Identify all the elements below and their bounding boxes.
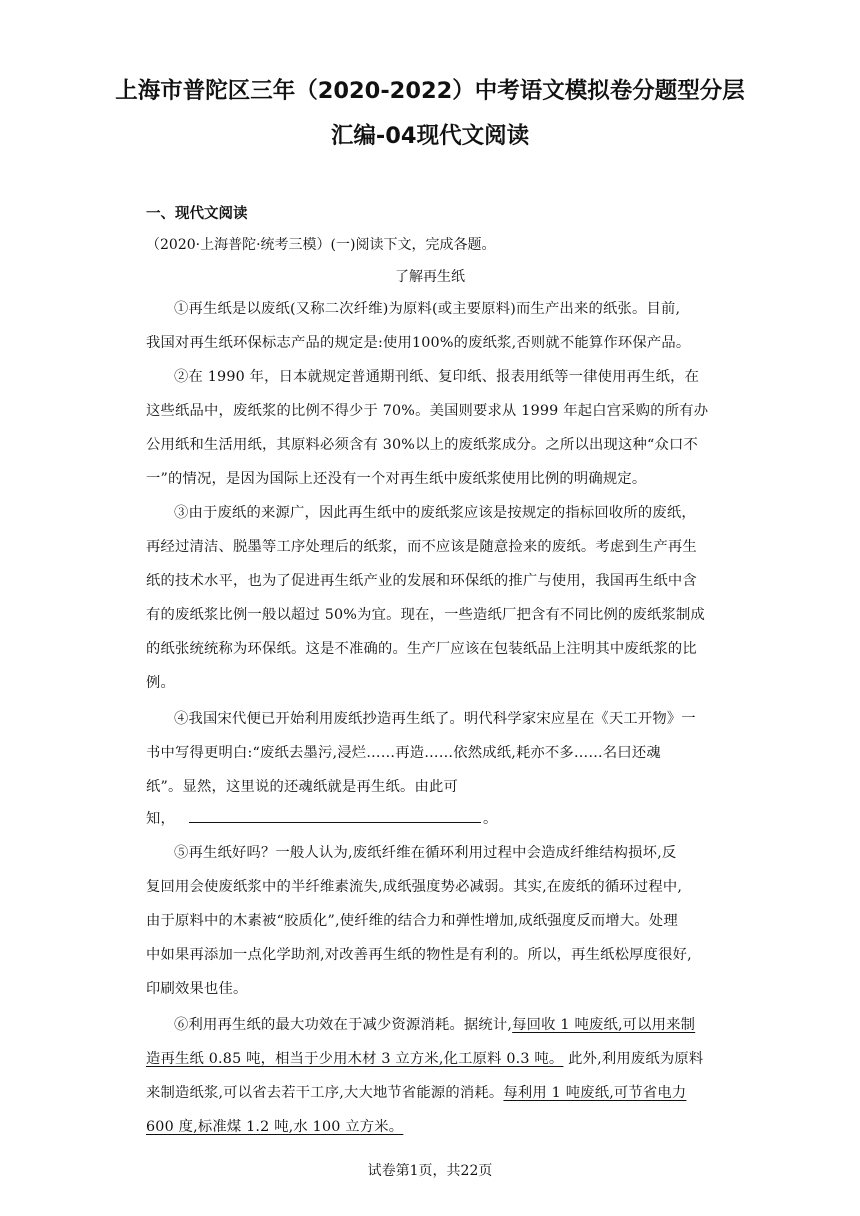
fill-in-blank-line [146,808,498,828]
underlined-text: 每回收 1 吨废纸,可以用来制 [512,1017,696,1033]
paragraph-2-line: ②在 1990 年，日本就规定普通期刊纸、复印纸、报表用纸等一律使用再生纸，在 [174,369,700,385]
document-title-line-2: 汇编-04现代文阅读 [330,123,530,149]
paragraph-6-line [146,1048,703,1068]
paragraph-5-line: 印刷效果也佳。 [146,981,248,997]
paragraph-3-line: 例。 [146,675,175,691]
section-heading: 一、现代文阅读 [146,206,248,222]
paragraph-3-line: 纸的技术水平，也为了促进再生纸产业的发展和环保纸的推广与使用，我国再生纸中含 [146,573,697,589]
paragraph-6-line [146,1116,403,1136]
paragraph-4-line: 书中写得更明白:“废纸去墨污,浸烂……再造……依然成纸,耗亦不多……名曰还魂 [146,745,661,761]
paragraph-5-line: 复回用会使废纸浆中的半纤维素流失,成纸强度势必减弱。其实,在废纸的循环过程中, [146,879,683,895]
paragraph-4-line: ④我国宋代便已开始利用废纸抄造再生纸了。明代科学家宋应星在《天工开物》一 [174,711,696,727]
paragraph-2-line: 公用纸和生活用纸，其原料必须含有 30%以上的废纸浆成分。之所以出现这种“众口不 [146,437,699,453]
answer-blank[interactable] [189,808,481,823]
question-source: （2020·上海普陀·统考三模）(一)阅读下文，完成各题。 [146,237,496,253]
underlined-text: 每利用 1 吨废纸,可节省电力 [503,1085,687,1101]
article-title: 了解再生纸 [395,269,465,285]
blank-suffix: 。 [483,811,498,827]
paragraph-1-line: 我国对再生纸环保标志产品的规定是:使用100%的废纸浆,否则就不能算作环保产品。 [146,335,691,351]
paragraph-3-line: 再经过清洁、脱墨等工序处理后的纸浆，而不应该是随意捡来的废纸。考虑到生产再生 [146,539,697,555]
paragraph-2-line: 这些纸品中，废纸浆的比例不得少于 70%。美国则要求从 1999 年起白宫采购的所有办 [146,403,709,419]
paragraph-6-text: 来制造纸浆,可以省去若干工序,大大地节省能源的消耗。 [146,1085,504,1101]
page-footer: 试卷第1页，共22页 [367,1163,493,1179]
paragraph-6-line [146,1082,686,1102]
paragraph-6-text: 此外,利用废纸为原料 [563,1051,704,1067]
paragraph-5-line: 由于原料中的木素被“胶质化”,使纤维的结合力和弹性增加,成纸强度反而增大。处理 [146,913,678,929]
paragraph-5-line: 中如果再添加一点化学助剂,对改善再生纸的物性是有利的。所以，再生纸松厚度很好, [146,947,692,963]
paragraph-3-line: 的纸张统统称为环保纸。这是不准确的。生产厂应该在包装纸品上注明其中废纸浆的比 [146,641,697,657]
paragraph-6-line [174,1014,695,1034]
paragraph-3-line: 有的废纸浆比例一般以超过 50%为宜。现在，一些造纸厂把含有不同比例的废纸浆制成 [146,607,706,623]
underlined-text: 造再生纸 0.85 吨，相当于少用木材 3 立方米,化工原料 0.3 吨。 [146,1051,564,1067]
paragraph-2-line: 一”的情况，是因为国际上还没有一个对再生纸中废纸浆使用比例的明确规定。 [146,471,647,487]
paragraph-3-line: ③由于废纸的来源广，因此再生纸中的废纸浆应该是按规定的指标回收所的废纸， [174,505,696,521]
blank-prefix: 知， [146,811,175,827]
paragraph-5-line: ⑤再生纸好吗？一般人认为,废纸纤维在循环利用过程中会造成纤维结构损坏,反 [174,845,677,861]
document-title-line-1: 上海市普陀区三年（2020-2022）中考语文模拟卷分题型分层 [115,78,745,104]
paragraph-4-line: 纸”。显然，这里说的还魂纸就是再生纸。由此可 [146,779,458,795]
paragraph-6-text: ⑥利用再生纸的最大功效在于减少资源消耗。据统计, [174,1017,513,1033]
paragraph-1-line: ①再生纸是以废纸(又称二次纤维)为原料(或主要原料)而生产出来的纸张。目前, [174,301,681,317]
underlined-text: 600 度,标准煤 1.2 吨,水 100 立方米。 [146,1119,404,1135]
